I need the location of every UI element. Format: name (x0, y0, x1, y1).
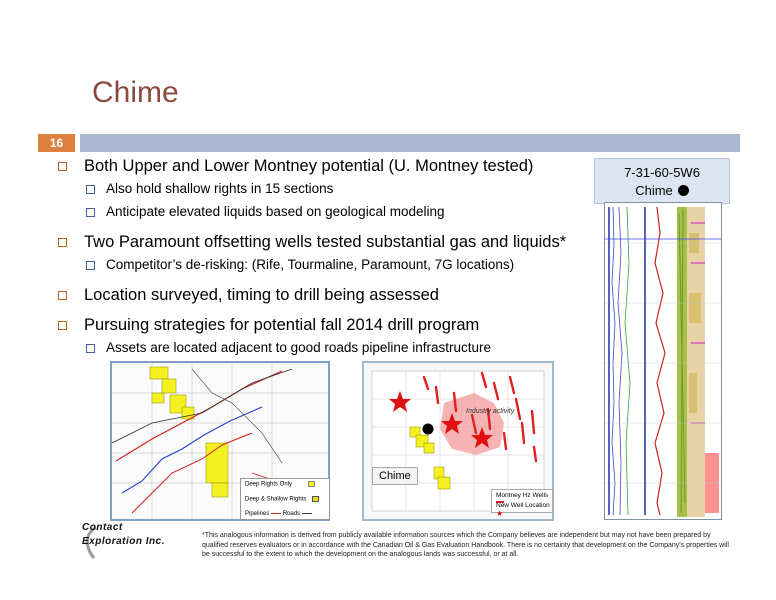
well-log-image (604, 202, 722, 520)
bullet-square-icon (86, 261, 95, 270)
map-chime-label: Chime (372, 467, 418, 485)
industry-activity-label: Industry activity (466, 408, 515, 415)
page-number: 16 (38, 134, 75, 152)
sub-bullet-item: Competitor’s de-risking: (Rife, Tourmaline, Paramount, 7G locations) (56, 256, 616, 274)
company-logo (82, 520, 192, 560)
bullet-list (56, 156, 616, 362)
disclaimer-text: *This analogous information is derived from publicly available information sources which the Company believes are independent but may not have been prepared by qualified reserves evaluators or in accordance with the Canadian Oil & Gas Evaluation Handbook. There is no certainty that development on the Company's properties will be successful to the extent to which the development on the analogous lands was successful, or at all. (202, 532, 729, 558)
slide-title: Chime (92, 76, 179, 109)
header-band (80, 134, 740, 152)
well-name: Chime (635, 183, 673, 198)
well-dot-icon (678, 185, 689, 196)
legend-hatched-swatch-icon (312, 496, 319, 502)
bullet-square-icon (58, 238, 67, 247)
bullet-square-icon (58, 162, 67, 171)
bullet-square-icon (58, 321, 67, 330)
map-legend-left (240, 478, 330, 520)
well-location: 7-31-60-5W6 (624, 165, 700, 180)
bullet-square-icon (58, 291, 67, 300)
bullet-item: Pursuing strategies for potential fall 2014 drill program (56, 315, 616, 335)
legend-deep-only: Deep Rights Only (245, 481, 293, 488)
map-legend-right (491, 489, 553, 518)
legend-star-icon: ★ (496, 509, 504, 518)
bullet-square-icon (86, 185, 95, 194)
legend-pipeline-line-icon (271, 513, 281, 514)
sub-bullet-item: Also hold shallow rights in 15 sections (56, 180, 616, 198)
bullet-item: Location surveyed, timing to drill being assessed (56, 285, 616, 305)
legend-deep-shallow: Deep & Shallow Rights (245, 496, 307, 503)
bullet-item: Two Paramount offsetting wells tested substantial gas and liquids* (56, 232, 616, 252)
bullet-square-icon (86, 344, 95, 353)
logo-line1: Contact (82, 522, 123, 533)
well-log-label (594, 158, 730, 204)
logo-line2: Exploration Inc. (82, 536, 166, 547)
sub-bullet-item: Anticipate elevated liquids based on geological modeling (56, 203, 616, 221)
legend-yellow-swatch-icon (308, 481, 315, 487)
legend-pipelines: Pipelines (245, 511, 270, 517)
legend-hz-wells: Montney Hz Wells (496, 492, 549, 499)
bullet-square-icon (86, 208, 95, 217)
sub-bullet-item: Assets are located adjacent to good roads pipeline infrastructure (56, 339, 616, 357)
legend-road-line-icon (302, 513, 312, 514)
legend-roads: Roads (282, 511, 301, 517)
bullet-item: Both Upper and Lower Montney potential (U. Montney tested) (56, 156, 616, 176)
legend-new-well: New Well Location (496, 502, 550, 509)
